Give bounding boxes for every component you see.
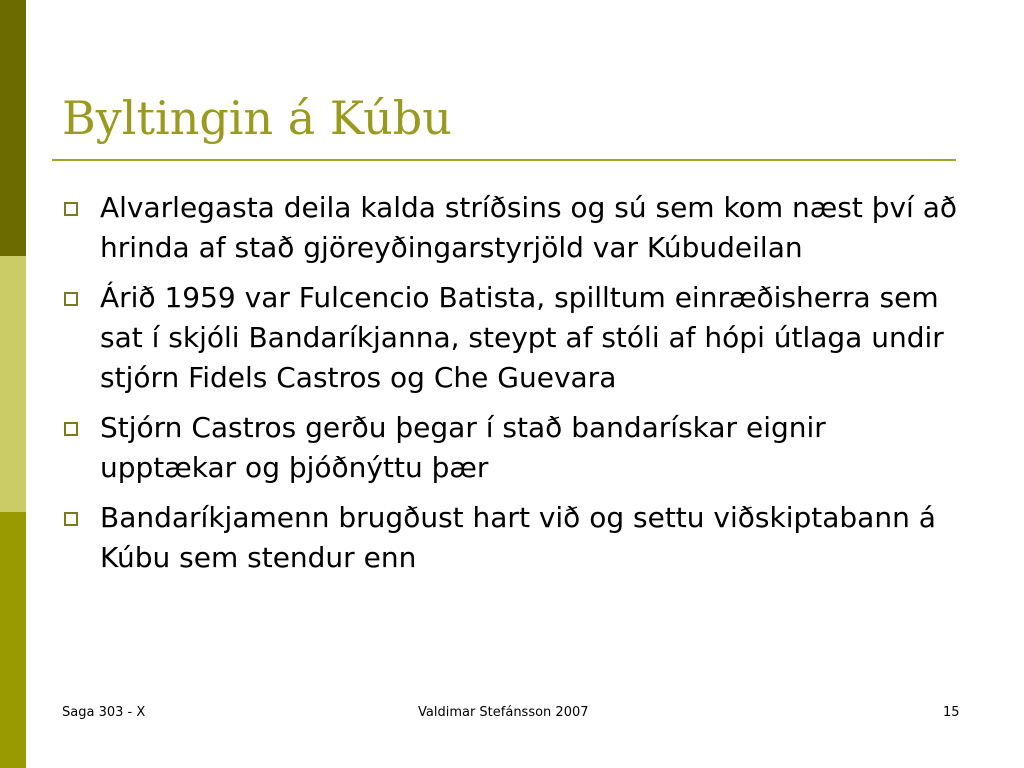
bullet-text: Árið 1959 var Fulcencio Batista, spilltum einræðisherra sem sat í skjóli Bandaríkjanna, steypt af stóli af hópi útlaga undir stjórn Fidels Castros og Che Guevara — [100, 281, 944, 394]
square-bullet-icon — [64, 422, 78, 436]
side-band-middle — [0, 256, 26, 512]
footer-course: Saga 303 - X — [62, 705, 146, 720]
bullet-item — [62, 498, 962, 578]
side-band-bottom — [0, 512, 26, 768]
footer-page-number: 15 — [943, 705, 960, 720]
bullet-text: Stjórn Castros gerðu þegar í stað bandarískar eignir upptækar og þjóðnýttu þær — [100, 411, 826, 484]
bullet-item — [62, 278, 962, 398]
bullet-text: Alvarlegasta deila kalda stríðsins og sú sem kom næst því að hrinda af stað gjöreyðingarstyrjöld var Kúbudeilan — [100, 191, 958, 264]
square-bullet-icon — [64, 202, 78, 216]
square-bullet-icon — [64, 292, 78, 306]
footer-author: Valdimar Stefánsson 2007 — [418, 705, 589, 720]
bullet-item — [62, 188, 962, 268]
slide-title: Byltingin á Kúbu — [62, 91, 452, 145]
bullet-list — [62, 188, 962, 588]
bullet-item — [62, 408, 962, 488]
title-divider — [52, 159, 956, 161]
side-band-top — [0, 0, 26, 256]
square-bullet-icon — [64, 512, 78, 526]
bullet-text: Bandaríkjamenn brugðust hart við og settu viðskiptabann á Kúbu sem stendur enn — [100, 501, 936, 574]
